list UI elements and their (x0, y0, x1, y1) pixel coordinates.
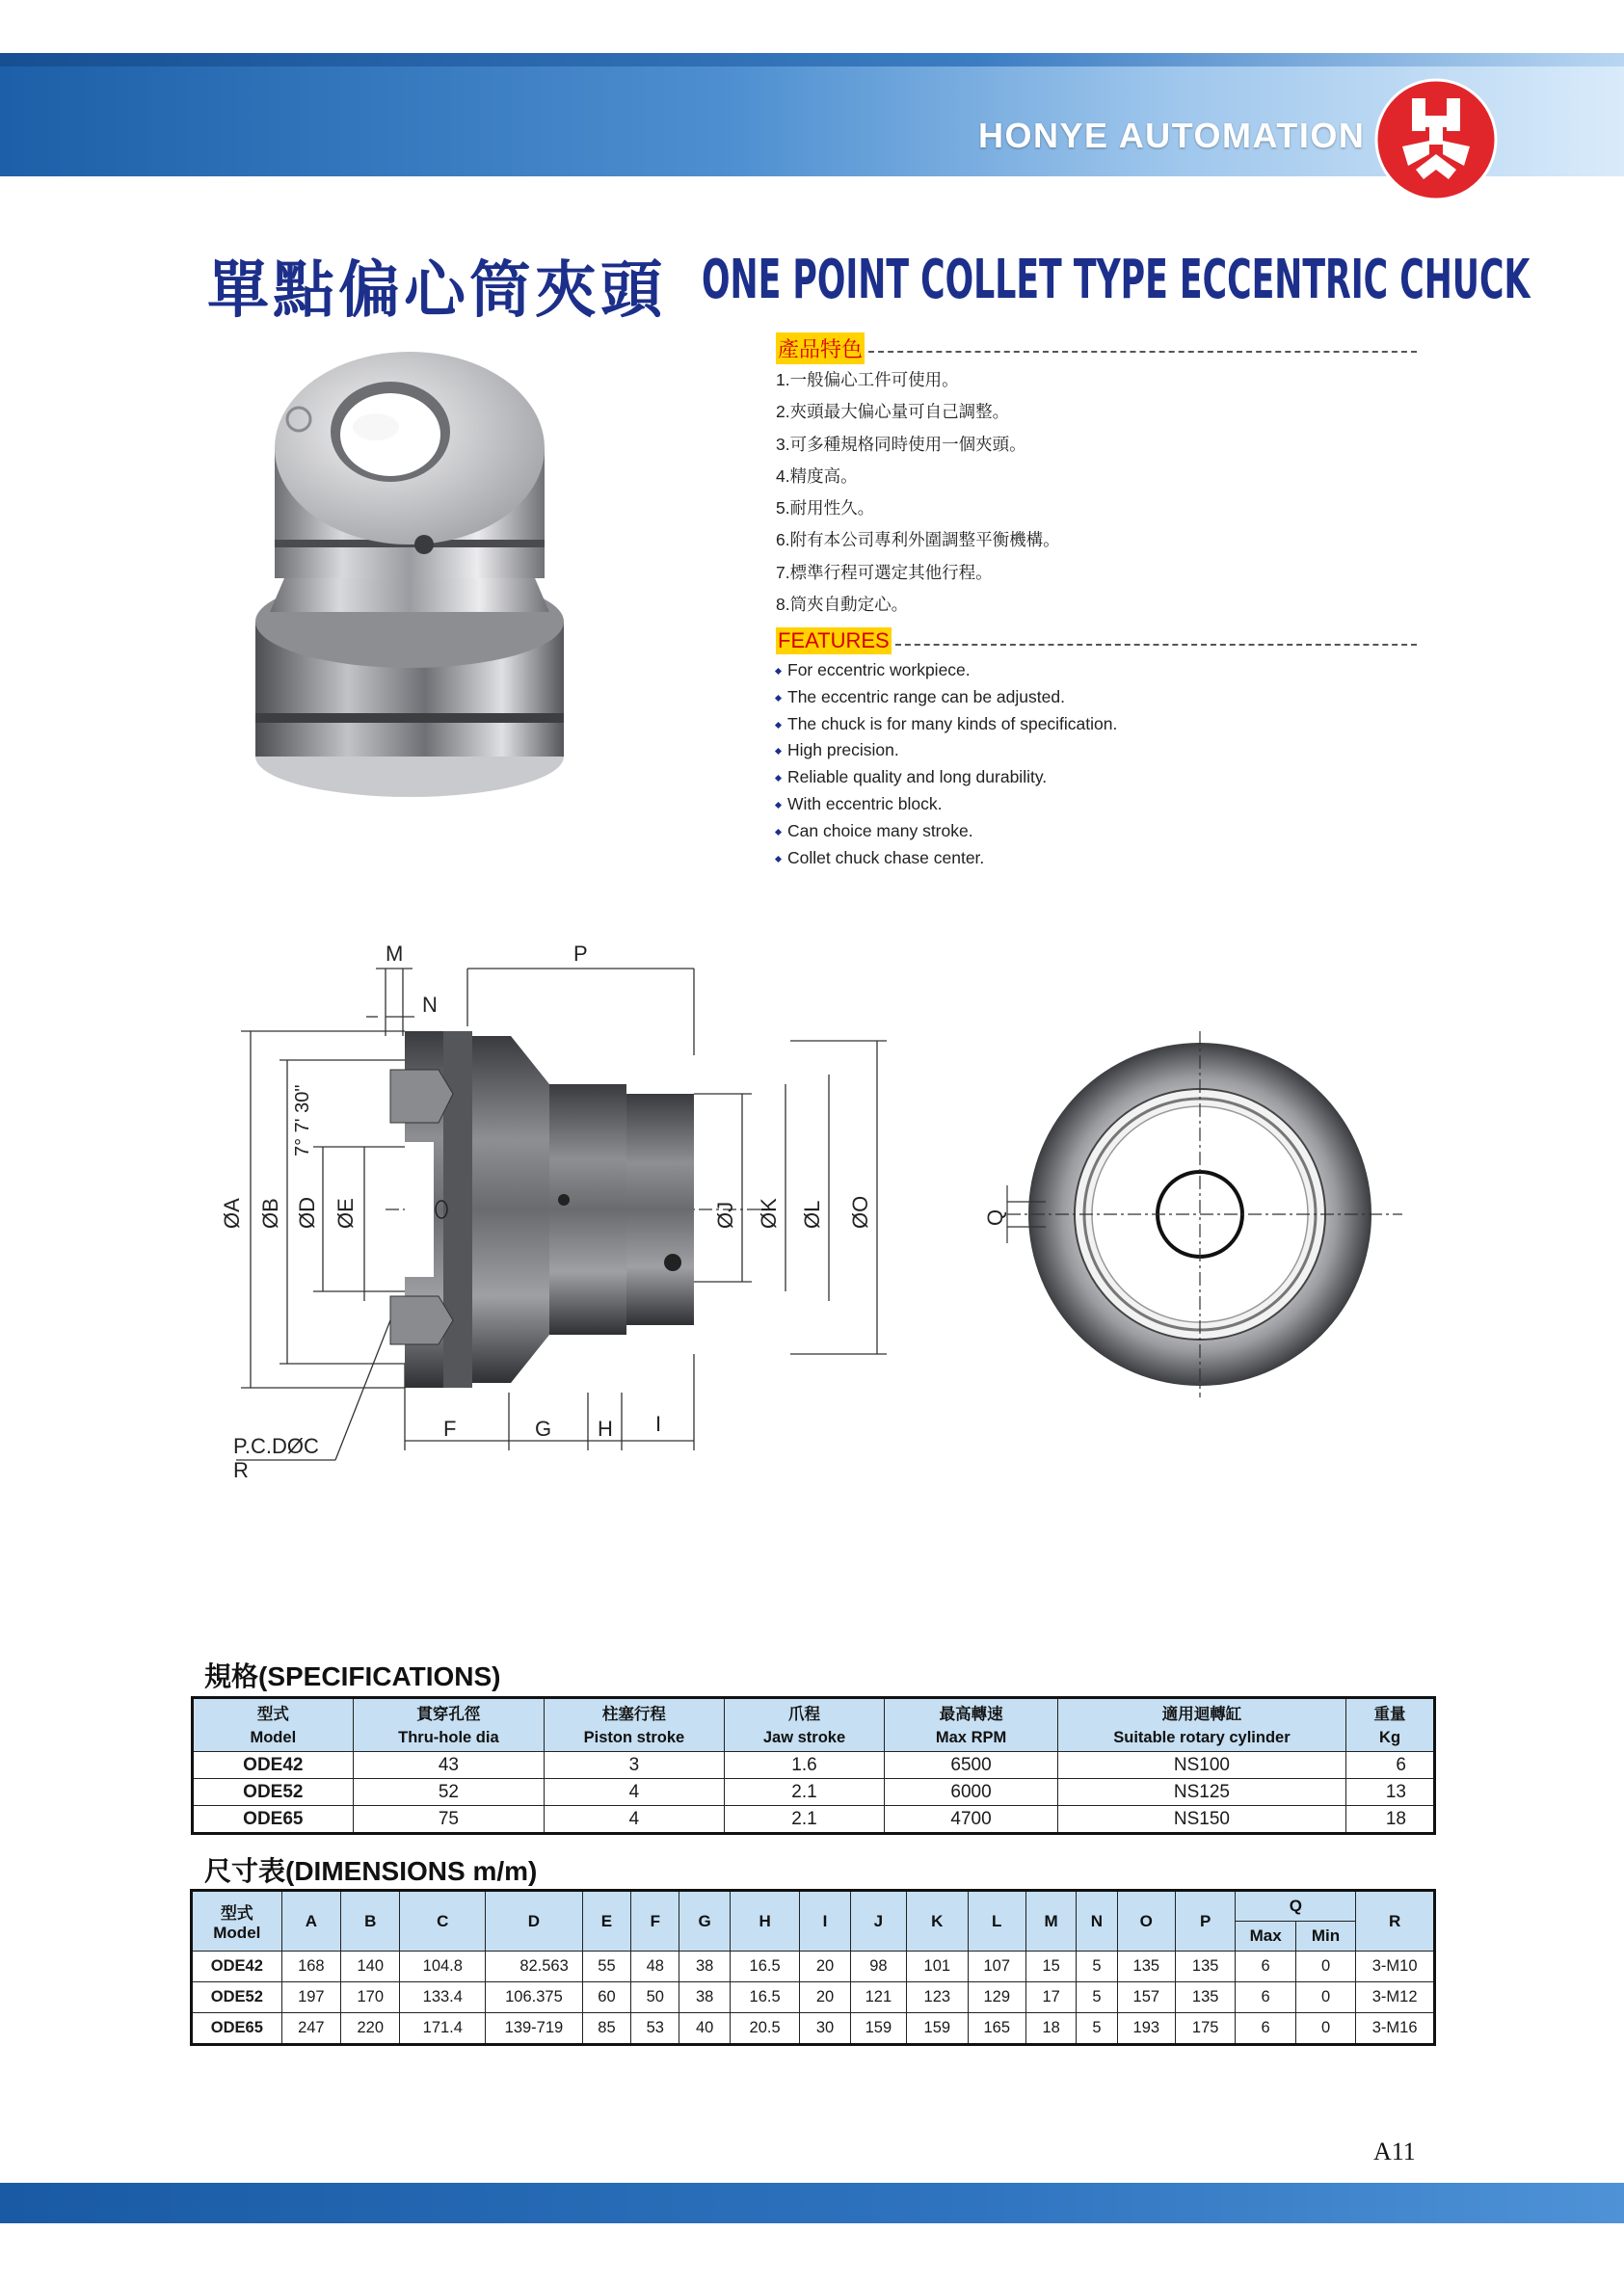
table-cell: 38 (679, 1982, 730, 2013)
spec-header-en: Model (193, 1725, 354, 1752)
table-cell: 30 (800, 2013, 850, 2045)
table-cell: 171.4 (400, 2013, 486, 2045)
table-cell: 20 (800, 1952, 850, 1982)
dim-header: H (730, 1891, 800, 1952)
feature-en-item: Can choice many stroke. (776, 818, 1417, 845)
spec-header-en: Jaw stroke (724, 1725, 885, 1752)
table-cell: 5 (1077, 1982, 1117, 2013)
table-cell: 13 (1346, 1779, 1435, 1806)
table-cell: 197 (281, 1982, 340, 2013)
dim-label-o: ØO (848, 1195, 872, 1229)
dim-label-d: ØD (295, 1197, 319, 1229)
divider (868, 351, 1417, 353)
table-cell: 75 (353, 1806, 544, 1834)
table-cell: 123 (907, 1982, 968, 2013)
table-row (193, 1779, 1435, 1806)
table-cell: 135 (1175, 1982, 1235, 2013)
spec-header-zh: 最高轉速 (885, 1698, 1058, 1726)
table-cell: 121 (850, 1982, 906, 2013)
divider (895, 644, 1417, 646)
table-cell: 4 (545, 1779, 725, 1806)
table-cell: ODE42 (192, 1952, 282, 1982)
table-cell: 38 (679, 1952, 730, 1982)
table-cell: ODE42 (193, 1752, 354, 1779)
table-cell: 0 (1295, 1952, 1355, 1982)
feature-zh-item: 4.精度高。 (776, 465, 858, 486)
table-cell: 48 (631, 1952, 679, 1982)
table-cell: 2.1 (724, 1779, 885, 1806)
table-row (193, 1806, 1435, 1834)
table-cell: 5 (1077, 1952, 1117, 1982)
table-cell: 157 (1117, 1982, 1175, 2013)
footer-band (0, 2183, 1624, 2223)
features-en-heading: FEATURES (778, 628, 890, 652)
table-cell: 3-M10 (1356, 1952, 1435, 1982)
table-cell: 135 (1117, 1952, 1175, 1982)
table-cell: 52 (353, 1779, 544, 1806)
dimensions-table (190, 1889, 1436, 2046)
spec-header-en: Kg (1346, 1725, 1435, 1752)
dimensions-title: 尺寸表(DIMENSIONS m/m) (204, 1856, 538, 1886)
table-row (192, 1982, 1435, 2013)
table-cell: 170 (341, 1982, 400, 2013)
table-cell: 50 (631, 1982, 679, 2013)
features-zh-section (776, 332, 1417, 621)
dim-label-i: I (655, 1412, 662, 1436)
table-cell: 6000 (885, 1779, 1058, 1806)
table-cell: 6 (1346, 1752, 1435, 1779)
table-cell: 3-M16 (1356, 2013, 1435, 2045)
table-cell: ODE65 (192, 2013, 282, 2045)
table-cell: 107 (968, 1952, 1025, 1982)
table-row (192, 2013, 1435, 2045)
table-cell: 20.5 (730, 2013, 800, 2045)
feature-en-item: For eccentric workpiece. (776, 657, 1417, 684)
table-cell: NS150 (1057, 1806, 1345, 1834)
table-cell: 20 (800, 1982, 850, 2013)
table-cell: 43 (353, 1752, 544, 1779)
table-row (193, 1752, 1435, 1779)
dim-label-m: M (386, 942, 404, 966)
table-cell: 3 (545, 1752, 725, 1779)
spec-header-en: Max RPM (885, 1725, 1058, 1752)
side-section-drawing (212, 940, 887, 1479)
table-cell: 2.1 (724, 1806, 885, 1834)
dim-label-e: ØE (333, 1198, 358, 1229)
table-cell: 4700 (885, 1806, 1058, 1834)
feature-en-item: High precision. (776, 737, 1417, 764)
table-cell: 18 (1025, 2013, 1076, 2045)
table-cell: 6500 (885, 1752, 1058, 1779)
feature-zh-item: 7.標準行程可選定其他行程。 (776, 562, 993, 582)
spec-header-en: Thru-hole dia (353, 1725, 544, 1752)
dim-header-q-min: Min (1295, 1922, 1355, 1952)
dim-header: I (800, 1891, 850, 1952)
specifications-title: 規格(SPECIFICATIONS) (204, 1661, 501, 1691)
dim-header: F (631, 1891, 679, 1952)
table-cell: 6 (1236, 2013, 1295, 2045)
dim-header: B (341, 1891, 400, 1952)
page-number: A11 (1373, 2138, 1416, 2165)
table-cell: 159 (850, 2013, 906, 2045)
table-cell: 0 (1295, 2013, 1355, 2045)
feature-en-item: The eccentric range can be adjusted. (776, 684, 1417, 711)
table-cell: 16.5 (730, 1982, 800, 2013)
dim-label-p: P (573, 942, 588, 966)
table-cell: 247 (281, 2013, 340, 2045)
feature-zh-item: 2.夾頭最大偏心量可自己調整。 (776, 402, 1010, 422)
table-cell: ODE52 (193, 1779, 354, 1806)
title-chinese: 單點偏心筒夾頭 (207, 255, 666, 325)
table-cell: NS100 (1057, 1752, 1345, 1779)
dim-header-q-max: Max (1236, 1922, 1295, 1952)
table-cell: 85 (582, 2013, 630, 2045)
dim-header: K (907, 1891, 968, 1952)
table-cell: 15 (1025, 1952, 1076, 1982)
feature-en-item: With eccentric block. (776, 791, 1417, 818)
table-cell: 53 (631, 2013, 679, 2045)
table-cell: 139-719 (486, 2013, 583, 2045)
table-cell: 220 (341, 2013, 400, 2045)
feature-en-item: The chuck is for many kinds of specification. (776, 711, 1417, 738)
dim-label-n: N (422, 993, 438, 1017)
table-cell: 55 (582, 1952, 630, 1982)
features-en-section (776, 624, 1417, 871)
dim-header: A (281, 1891, 340, 1952)
dim-header: P (1175, 1891, 1235, 1952)
dim-label-k: ØK (757, 1198, 781, 1229)
dim-header: D (486, 1891, 583, 1952)
title-english: ONE POINT COLLET TYPE ECCENTRIC CHUCK (702, 249, 1531, 311)
dim-label-h: H (598, 1417, 613, 1441)
dim-label-l: ØL (800, 1200, 824, 1229)
spec-header-zh: 型式 (193, 1698, 354, 1726)
table-cell: 4 (545, 1806, 725, 1834)
table-cell: 5 (1077, 2013, 1117, 2045)
table-cell: 82.563 (486, 1952, 583, 1982)
dim-header: M (1025, 1891, 1076, 1952)
table-cell: 159 (907, 2013, 968, 2045)
table-cell: 0 (1295, 1982, 1355, 2013)
table-cell: 3-M12 (1356, 1982, 1435, 2013)
table-cell: 60 (582, 1982, 630, 2013)
feature-en-item: Collet chuck chase center. (776, 845, 1417, 872)
table-cell: 140 (341, 1952, 400, 1982)
table-cell: 18 (1346, 1806, 1435, 1834)
table-cell: NS125 (1057, 1779, 1345, 1806)
dim-label-g: G (535, 1417, 552, 1441)
dim-header-q: Q (1236, 1891, 1356, 1922)
dim-header: O (1117, 1891, 1175, 1952)
table-cell: 129 (968, 1982, 1025, 2013)
table-cell: 165 (968, 2013, 1025, 2045)
dim-header-model: 型式 Model (192, 1891, 282, 1952)
dim-header: N (1077, 1891, 1117, 1952)
table-row (192, 1952, 1435, 1982)
feature-zh-item: 5.耐用性久。 (776, 498, 875, 518)
table-cell: 135 (1175, 1952, 1235, 1982)
feature-en-item: Reliable quality and long durability. (776, 764, 1417, 791)
spec-header-en: Piston stroke (545, 1725, 725, 1752)
dim-label-a: ØA (220, 1198, 244, 1229)
dim-label-b: ØB (258, 1198, 282, 1229)
spec-header-zh: 適用迴轉缸 (1057, 1698, 1345, 1726)
r-label: R (233, 1458, 249, 1479)
table-cell: 1.6 (724, 1752, 885, 1779)
dim-header: C (400, 1891, 486, 1952)
dim-header: E (582, 1891, 630, 1952)
pcd-label: P.C.DØC (233, 1434, 319, 1458)
feature-zh-item: 3.可多種規格同時使用一個夾頭。 (776, 434, 1026, 454)
feature-zh-item: 8.筒夾自動定心。 (776, 595, 909, 615)
dim-header: J (850, 1891, 906, 1952)
spec-header-en: Suitable rotary cylinder (1057, 1725, 1345, 1752)
table-cell: 17 (1025, 1982, 1076, 2013)
spec-header-zh: 爪程 (724, 1698, 885, 1726)
angle-label: 7° 7' 30" (292, 1084, 313, 1156)
table-cell: ODE65 (193, 1806, 354, 1834)
spec-header-zh: 重量 (1346, 1698, 1435, 1726)
honye-logo-icon (1373, 77, 1499, 202)
spec-header-zh: 柱塞行程 (545, 1698, 725, 1726)
dim-header: G (679, 1891, 730, 1952)
table-cell: 6 (1236, 1952, 1295, 1982)
feature-zh-item: 6.附有本公司專利外圍調整平衡機構。 (776, 530, 1060, 550)
table-cell: 193 (1117, 2013, 1175, 2045)
dim-label-f: F (443, 1417, 457, 1441)
table-cell: 133.4 (400, 1982, 486, 2013)
table-cell: 106.375 (486, 1982, 583, 2013)
brand-name: HONYE AUTOMATION (978, 116, 1366, 155)
table-cell: 16.5 (730, 1952, 800, 1982)
feature-zh-item: 1.一般偏心工件可使用。 (776, 370, 959, 389)
table-cell: 98 (850, 1952, 906, 1982)
table-cell: 168 (281, 1952, 340, 1982)
table-cell: ODE52 (192, 1982, 282, 2013)
dim-header-r: R (1356, 1891, 1435, 1952)
dim-label-q: Q (983, 1208, 1007, 1226)
table-cell: 6 (1236, 1982, 1295, 2013)
table-cell: 101 (907, 1952, 968, 1982)
table-cell: 104.8 (400, 1952, 486, 1982)
product-photo (231, 332, 578, 805)
specifications-table (191, 1696, 1436, 1835)
table-cell: 175 (1175, 2013, 1235, 2045)
features-zh-heading: 產品特色 (776, 332, 865, 364)
spec-header-zh: 貫穿孔徑 (353, 1698, 544, 1726)
end-view-drawing (969, 1022, 1422, 1407)
table-cell: 40 (679, 2013, 730, 2045)
dim-header: L (968, 1891, 1025, 1952)
dim-label-j: ØJ (713, 1201, 737, 1229)
